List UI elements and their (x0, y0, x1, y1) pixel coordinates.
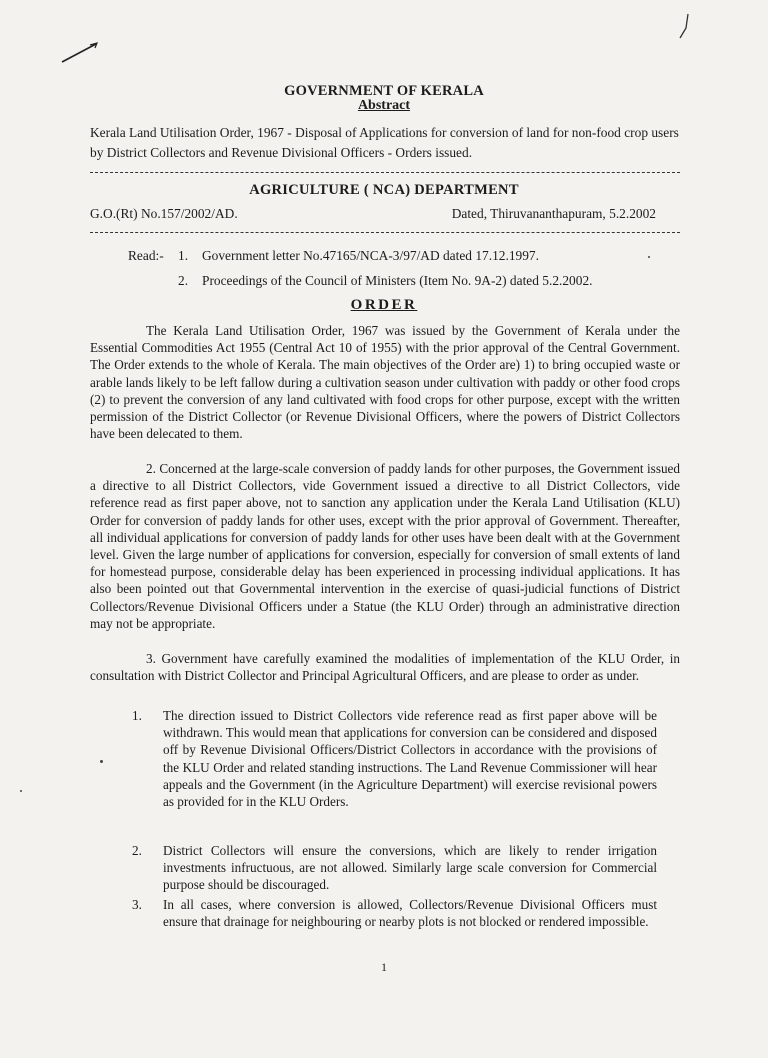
reference-text: Government letter No.47165/NCA-3/97/AD dated 17.12.1997. (202, 248, 539, 263)
reference-item (178, 248, 539, 264)
order-paragraph-1: The Kerala Land Utilisation Order, 1967 was issued by the Government of Kerala under the Essential Commodities Act 1955 (Central Act 10 of 1955) with the prior approval of the Central Government. The Order extends to the whole of Kerala. The main objectives of the Order are) 1) to bring occupied waste or arable lands likely to be left fallow during a cultivation season under cultivation with paddy or other food crops (2) to prevent the conversion of any land cultivated with food crops for other purpose, except with the written permission of the District Collector (or Revenue Divisional Officers, where the powers of District Collectors have been delecated to them. (90, 323, 680, 442)
directive-number: 1. (132, 708, 142, 723)
subject-text: Kerala Land Utilisation Order, 1967 - Disposal of Applications for conversion of land for non-food crop users by District Collectors and Revenue Divisional Officers - Orders issued. (90, 125, 679, 160)
dashed-divider (90, 172, 680, 173)
read-label: Read:- (128, 248, 164, 263)
pen-tick-mark (676, 12, 696, 42)
directive-item-2 (132, 842, 657, 894)
directive-number: 2. (132, 843, 142, 858)
government-heading: GOVERNMENT OF KERALA (284, 83, 484, 99)
order-date: Dated, Thiruvananthapuram, 5.2.2002 (451, 206, 656, 221)
dashed-divider (90, 232, 680, 233)
order-heading: ORDER (350, 297, 418, 313)
reference-number: 1. (178, 248, 189, 263)
abstract-heading: Abstract (357, 98, 411, 113)
directive-text: District Collectors will ensure the conversions, which are likely to render irrigation investments infructuous, are not allowed. Similarly large scale conversion for Commercial purpose should be discouraged. (163, 843, 657, 893)
reference-text: Proceedings of the Council of Ministers (Item No. 9A-2) dated 5.2.2002. (202, 273, 593, 288)
pen-stroke-mark (60, 40, 100, 66)
reference-item (178, 273, 593, 289)
page-number: 1 (381, 960, 387, 974)
scan-speck (20, 790, 22, 792)
directive-text: In all cases, where conversion is allowed, Collectors/Revenue Divisional Officers must ensure that drainage for neighbouring or nearby plots is not blocked or rendered impossible. (163, 897, 657, 930)
department-heading: AGRICULTURE ( NCA) DEPARTMENT (249, 182, 519, 198)
directive-item-1 (132, 707, 657, 810)
scan-speck (100, 760, 103, 763)
order-paragraph-2: 2. Concerned at the large-scale conversion of paddy lands for other purposes, the Government issued a directive to all District Collectors, vide Government issued a directive to all District Collectors, vide reference read as first paper above, not to sanction any application under the Kerala Land Utilisation (KLU) Order for conversion of paddy lands for other uses, except with the prior approval of Government. Thereafter, all individual applications for conversion of paddy lands for other uses have been dealt with at the Government level. Given the large number of applications for conversion, especially for conversion of small extents of land for homestead purpose, considerable delay has been experienced in processing individual applications. It has also been pointed out that Governmental intervention in the exercise of quasi-judicial functions of District Collectors/Revenue Divisional Officers under a Statue (the KLU Order) through an administrative direction may not be appropriate. (90, 461, 680, 631)
order-paragraph-3: 3. Government have carefully examined the modalities of implementation of the KLU Order, in consultation with District Collector and Principal Agricultural Officers, and are please to order as under. (90, 651, 680, 684)
directive-number: 3. (132, 897, 142, 912)
go-number: G.O.(Rt) No.157/2002/AD. (90, 206, 238, 221)
directive-item-3 (132, 896, 657, 930)
reference-number: 2. (178, 273, 189, 288)
directive-text: The direction issued to District Collectors vide reference read as first paper above will be withdrawn. This would mean that applications for conversion can be considered and disposed off by Revenue Divisional Officers/District Collectors in accordance with the provisions of the KLU Order and related standing instructions. The Land Revenue Commissioner will hear appeals and the Government (in the Agriculture Department) will exercise revisional powers as provided for in the KLU Orders. (163, 708, 657, 810)
scan-speck (648, 256, 650, 258)
